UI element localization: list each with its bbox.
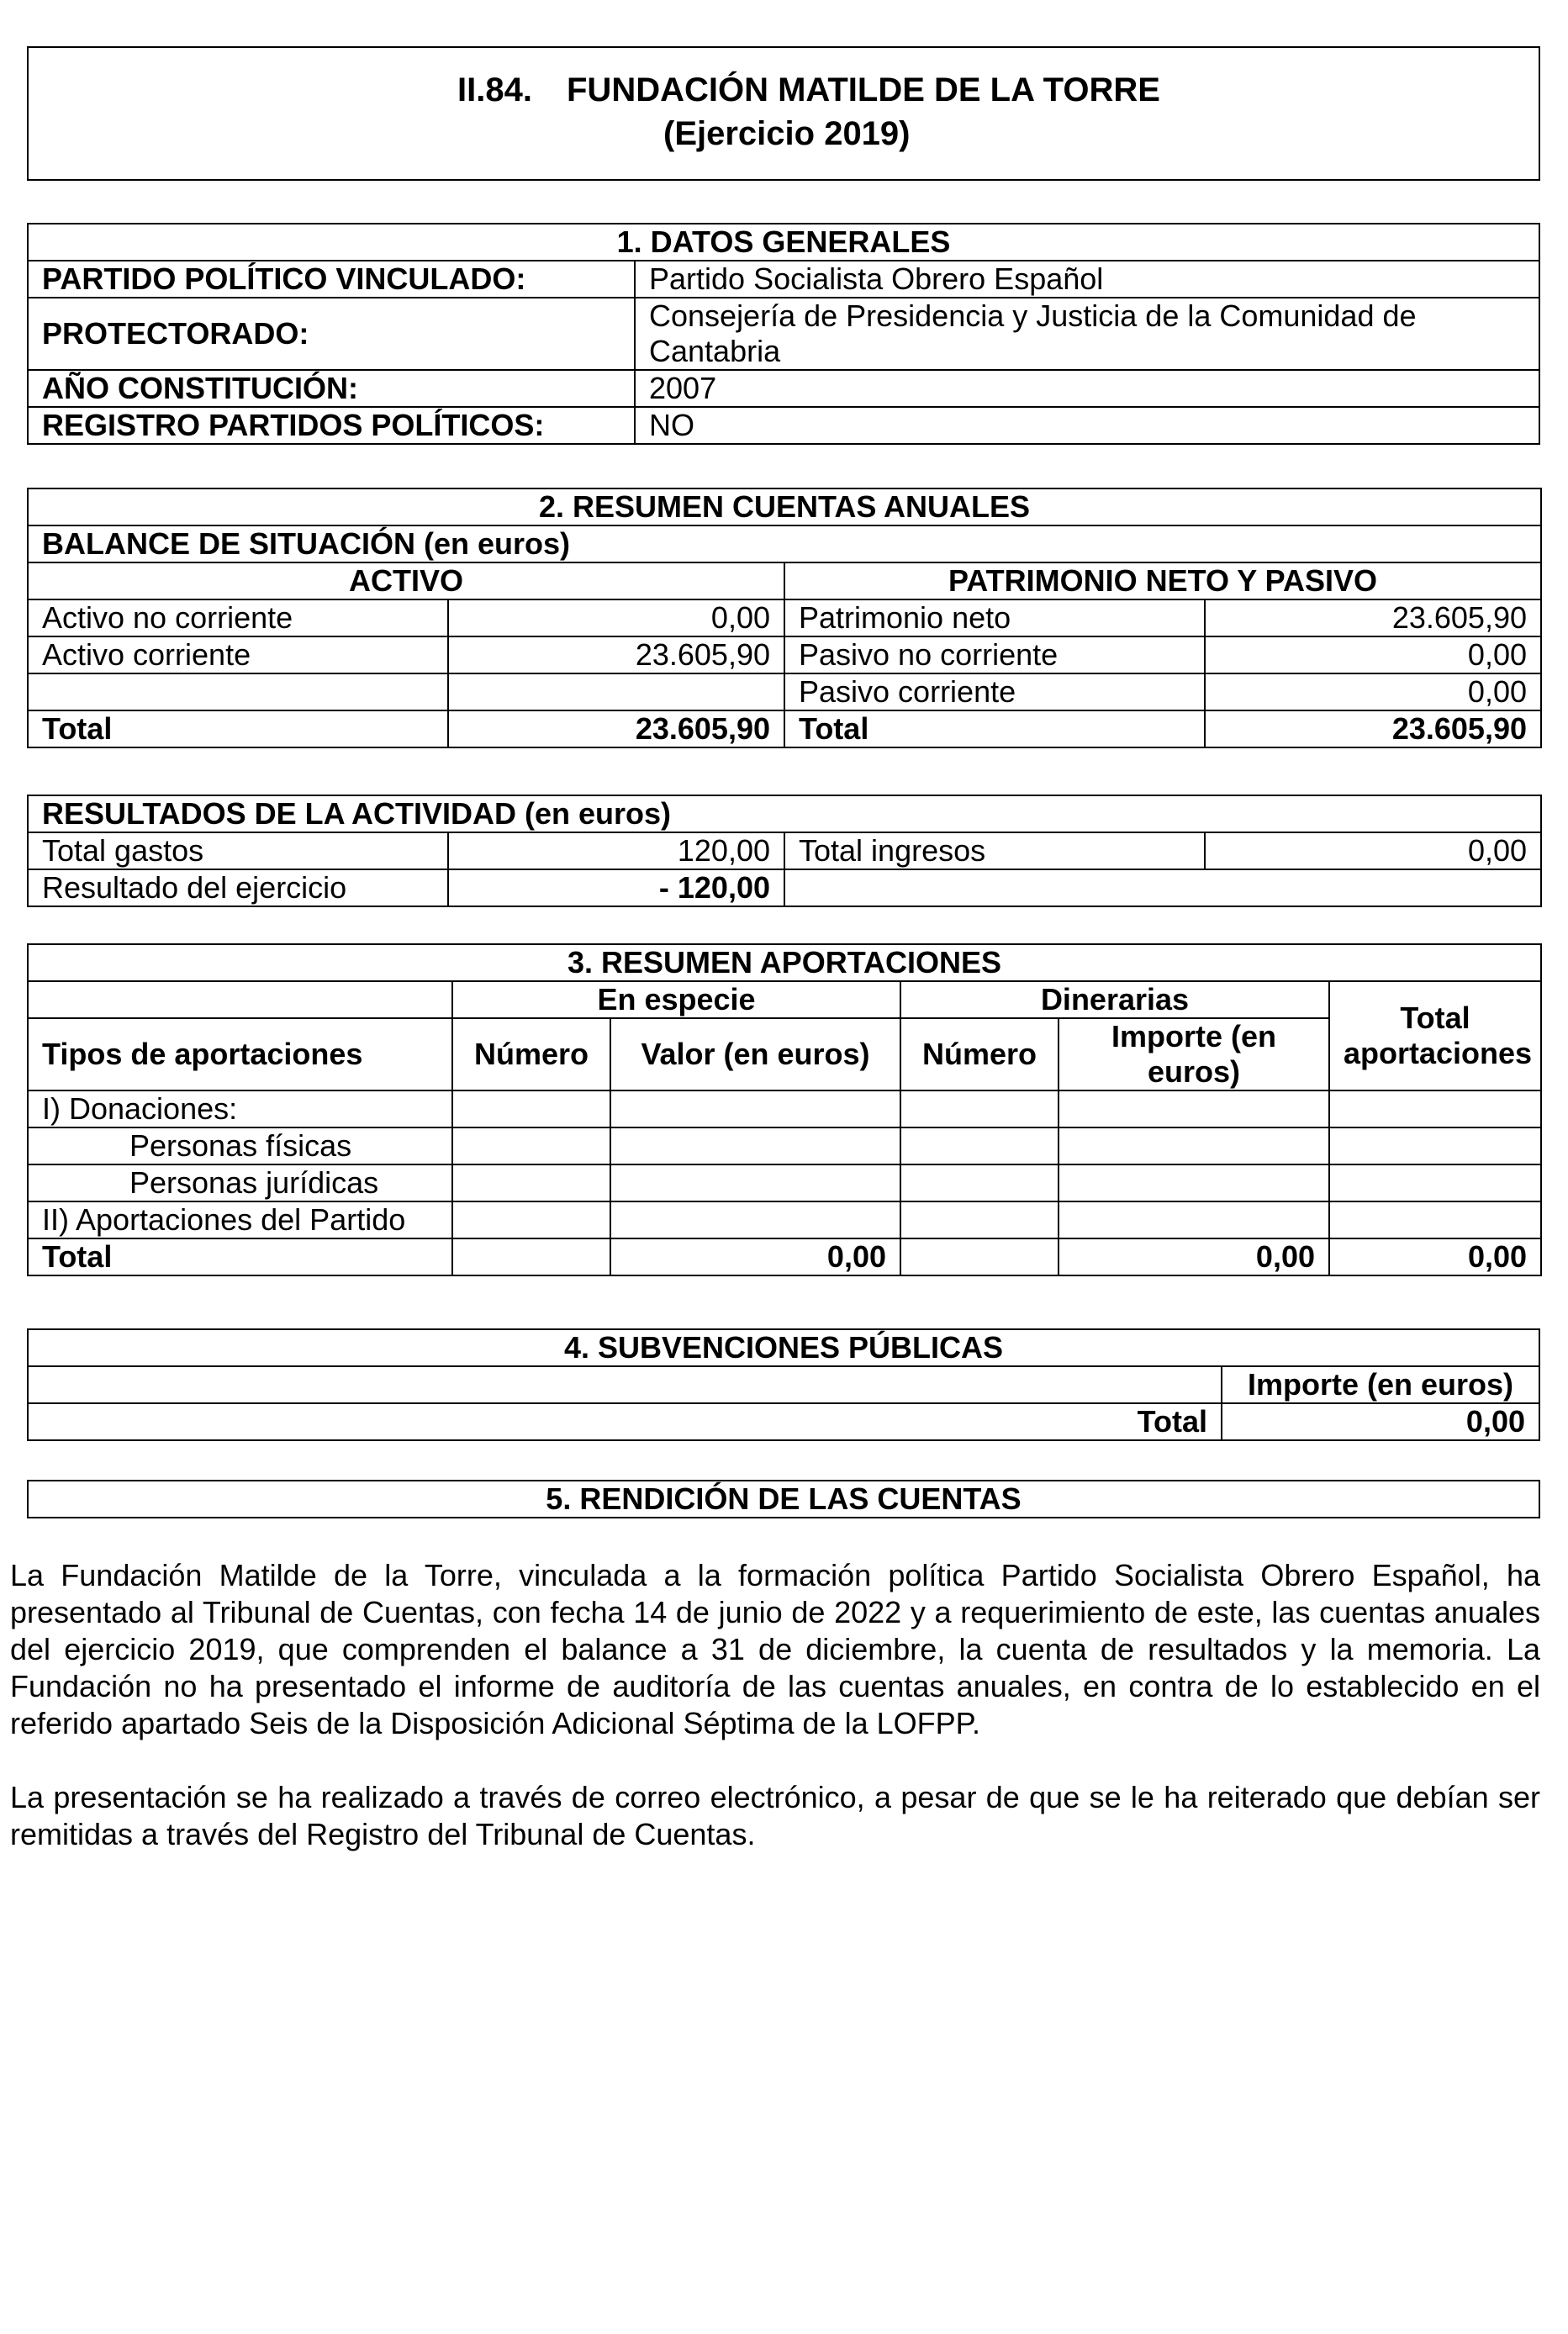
pasivo-value: 0,00 [1205, 673, 1541, 710]
datos-generales-section [27, 223, 1540, 445]
pasivo-label: Pasivo corriente [784, 673, 1205, 710]
table-row [28, 869, 1541, 906]
table-row [28, 673, 1541, 710]
rendicion-heading: 5. RENDICIÓN DE LAS CUENTAS [28, 1481, 1539, 1518]
resumen-cuentas-heading: 2. RESUMEN CUENTAS ANUALES [28, 488, 1541, 525]
datos-generales-heading: 1. DATOS GENERALES [28, 224, 1539, 261]
document-title [457, 71, 1160, 109]
aportaciones-heading: 3. RESUMEN APORTACIONES [28, 944, 1541, 981]
table-row [28, 370, 1539, 407]
table-row [28, 1127, 1541, 1164]
resultados-section [27, 795, 1540, 907]
resultados-title: RESULTADOS DE LA ACTIVIDAD (en euros) [28, 795, 1541, 832]
fiscal-year: (Ejercicio 2019) [663, 115, 911, 152]
rendicion-paragraph-2: La presentación se ha realizado a través de correo electrónico, a pesar de que se le ha reiterado que debían ser remitidas a través del Registro del Tribunal de Cuentas. [10, 1780, 1540, 1851]
pasivo-label: Patrimonio neto [784, 599, 1205, 636]
table-row [28, 261, 1539, 298]
gastos-value: 120,00 [448, 832, 784, 869]
resultado-label: Resultado del ejercicio [28, 869, 448, 906]
row-label: Personas jurídicas [28, 1164, 452, 1201]
activo-label: Activo no corriente [28, 599, 448, 636]
activo-header: ACTIVO [28, 562, 784, 599]
activo-value: 23.605,90 [448, 636, 784, 673]
row-label: PARTIDO POLÍTICO VINCULADO: [28, 261, 635, 298]
table-row-total [28, 710, 1541, 747]
rendicion-table [27, 1480, 1540, 1518]
ingresos-value: 0,00 [1205, 832, 1541, 869]
row-value: NO [635, 407, 1539, 444]
numero-header: Número [452, 1018, 610, 1090]
gastos-label: Total gastos [28, 832, 448, 869]
table-row [28, 1164, 1541, 1201]
empty-cell [784, 869, 1541, 906]
balance-table [27, 488, 1542, 748]
tipos-header: Tipos de aportaciones [28, 1018, 452, 1090]
subvenciones-table [27, 1328, 1540, 1441]
importe-header: Importe (en euros) [1222, 1366, 1539, 1403]
pasivo-value: 0,00 [1205, 636, 1541, 673]
numero-header: Número [900, 1018, 1059, 1090]
row-label: REGISTRO PARTIDOS POLÍTICOS: [28, 407, 635, 444]
importe-header: Importe (en euros) [1059, 1018, 1329, 1090]
total-aportaciones-header: Total aportaciones [1329, 981, 1541, 1090]
pasivo-total-value: 23.605,90 [1205, 710, 1541, 747]
row-value: 2007 [635, 370, 1539, 407]
rendicion-paragraph-1: La Fundación Matilde de la Torre, vinculada a la formación política Partido Socialista Obrero Español, ha presentado al Tribunal de Cuentas, con fecha 14 de junio de 2022 y a requerimiento de este, las cuentas anuales del ejercicio 2019, que comprenden el balance a 31 de diciembre, la cuenta de resultados y la memoria. La Fundación no ha presentado el informe de auditoría de las cuentas anuales, en contra de lo establecido en el referido apartado Seis de la Disposición Adicional Séptima de la LOFPP. [10, 1558, 1540, 1740]
subvenciones-heading: 4. SUBVENCIONES PÚBLICAS [28, 1329, 1539, 1366]
rendicion-section [27, 1480, 1540, 1518]
aportaciones-section [27, 943, 1540, 1276]
table-row-total [28, 1238, 1541, 1275]
empty-cell [28, 1366, 1222, 1403]
activo-label [28, 673, 448, 710]
subvenciones-section [27, 1328, 1540, 1441]
dinerarias-header: Dinerarias [900, 981, 1329, 1018]
table-row-total [28, 1403, 1539, 1440]
row-label: AÑO CONSTITUCIÓN: [28, 370, 635, 407]
ingresos-label: Total ingresos [784, 832, 1205, 869]
resumen-cuentas-section [27, 488, 1540, 748]
row-label: PROTECTORADO: [28, 298, 635, 370]
table-row [28, 599, 1541, 636]
total-label: Total [28, 1238, 452, 1275]
pasivo-total-label: Total [784, 710, 1205, 747]
row-value: Consejería de Presidencia y Justicia de la Comunidad de Cantabria [635, 298, 1539, 370]
table-row [28, 636, 1541, 673]
row-value: Partido Socialista Obrero Español [635, 261, 1539, 298]
activo-value: 0,00 [448, 599, 784, 636]
activo-total-value: 23.605,90 [448, 710, 784, 747]
balance-title: BALANCE DE SITUACIÓN (en euros) [28, 525, 1541, 562]
table-row [28, 407, 1539, 444]
pasivo-value: 23.605,90 [1205, 599, 1541, 636]
title-box [27, 46, 1540, 181]
resultados-table [27, 795, 1542, 907]
table-row [28, 1090, 1541, 1127]
en-especie-header: En especie [452, 981, 900, 1018]
aportaciones-table [27, 943, 1542, 1276]
row-label: Personas físicas [28, 1127, 452, 1164]
pasivo-header: PATRIMONIO NETO Y PASIVO [784, 562, 1541, 599]
datos-generales-table [27, 223, 1540, 445]
resultado-value: - 120,00 [448, 869, 784, 906]
row-label: II) Aportaciones del Partido [28, 1201, 452, 1238]
foundation-name: FUNDACIÓN MATILDE DE LA TORRE [567, 71, 1160, 108]
activo-label: Activo corriente [28, 636, 448, 673]
section-number: II.84. [457, 71, 532, 108]
table-row [28, 298, 1539, 370]
total-label: Total [28, 1403, 1222, 1440]
importe-total: 0,00 [1059, 1238, 1329, 1275]
row-label: I) Donaciones: [28, 1090, 452, 1127]
aportaciones-total: 0,00 [1329, 1238, 1541, 1275]
empty-cell [28, 981, 452, 1018]
table-row [28, 1201, 1541, 1238]
valor-total: 0,00 [610, 1238, 900, 1275]
pasivo-label: Pasivo no corriente [784, 636, 1205, 673]
subvenciones-total: 0,00 [1222, 1403, 1539, 1440]
activo-value [448, 673, 784, 710]
activo-total-label: Total [28, 710, 448, 747]
table-row [28, 832, 1541, 869]
valor-header: Valor (en euros) [610, 1018, 900, 1090]
